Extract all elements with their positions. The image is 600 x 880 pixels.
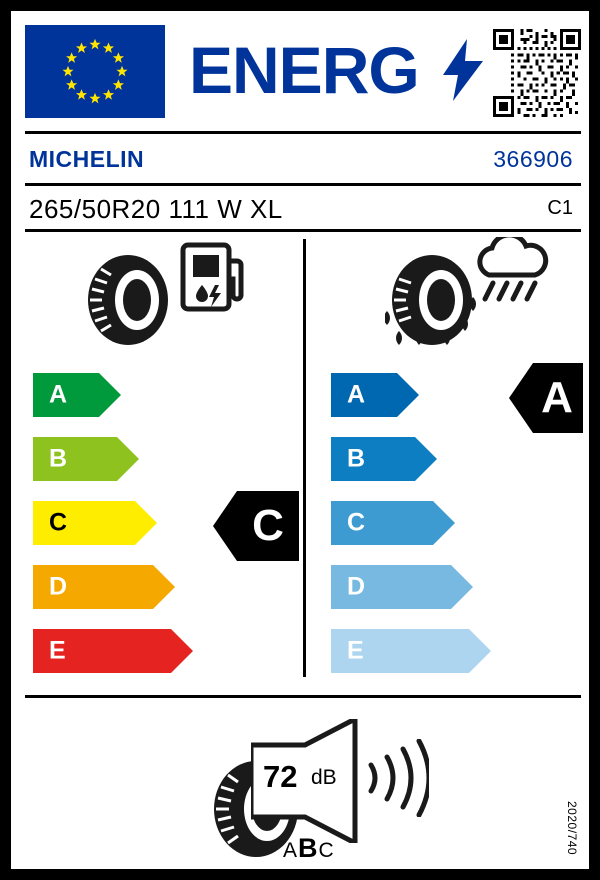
wet-grade-row-b: [331, 437, 437, 481]
tyre-class: C1: [547, 197, 573, 219]
wet-grade-label-e: E: [347, 636, 364, 665]
wet-grade-label-c: C: [347, 508, 366, 537]
wet-grade-badge: [509, 363, 583, 433]
wet-grade-arrow-a: [331, 373, 419, 417]
eu-flag-stars: [25, 25, 165, 118]
fuel-grade-row-b: [33, 437, 139, 481]
fuel-grade-label-b: B: [49, 444, 68, 473]
divider-brand: [25, 183, 581, 186]
tyre-code: 366906: [493, 146, 573, 172]
fuel-grade-badge: [213, 491, 299, 561]
fuel-grade-label-d: D: [49, 572, 68, 601]
tyre-size: 265/50R20 111 W XL: [29, 194, 283, 224]
pictogram-row: [11, 233, 589, 349]
tyre-icon: [85, 253, 171, 352]
wet-grade-row-d: [331, 565, 473, 609]
brand-name: MICHELIN: [29, 146, 145, 172]
rain-cloud-icon: [471, 237, 553, 314]
wet-grade-label-d: D: [347, 572, 366, 601]
regulation-id: 2020/740: [565, 800, 579, 855]
energ-wordmark: ENERG: [189, 33, 419, 107]
sound-waves-icon: [365, 739, 429, 822]
wet-grade-label-b: B: [347, 444, 366, 473]
fuel-grade-row-d: [33, 565, 175, 609]
noise-class-scale: [283, 833, 335, 864]
tyre-wet-icon: [385, 253, 479, 356]
fuel-grade-row-e: [33, 629, 193, 673]
tyre-energy-label: [8, 8, 592, 872]
wet-grade-row-c: [331, 501, 455, 545]
noise-unit: dB: [311, 766, 337, 789]
noise-class-c: C: [318, 839, 335, 862]
divider-header: [25, 131, 581, 134]
wet-grade-row-a: [331, 373, 419, 417]
noise-value: 72: [263, 759, 298, 794]
fuel-grade-badge-label: C: [252, 501, 284, 550]
divider-size: [25, 229, 581, 232]
divider-noise: [25, 695, 581, 698]
fuel-grade-label-a: A: [49, 380, 68, 409]
wet-grade-badge-label: A: [541, 373, 573, 422]
fuel-pump-icon: [179, 241, 245, 318]
fuel-grade-arrow-a: [33, 373, 121, 417]
wet-grade-label-a: A: [347, 380, 366, 409]
wet-grade-row-e: [331, 629, 491, 673]
qr-code-icon: [493, 29, 581, 117]
noise-class-a: A: [283, 839, 299, 862]
eu-flag-icon: [25, 25, 165, 118]
noise-class-b-selected: B: [298, 833, 319, 863]
fuel-grade-label-c: C: [49, 508, 68, 537]
label-header: [11, 11, 589, 131]
fuel-grade-label-e: E: [49, 636, 66, 665]
lightning-bolt-icon: [443, 39, 483, 101]
fuel-grade-row-a: [33, 373, 121, 417]
fuel-grade-row-c: [33, 501, 157, 545]
